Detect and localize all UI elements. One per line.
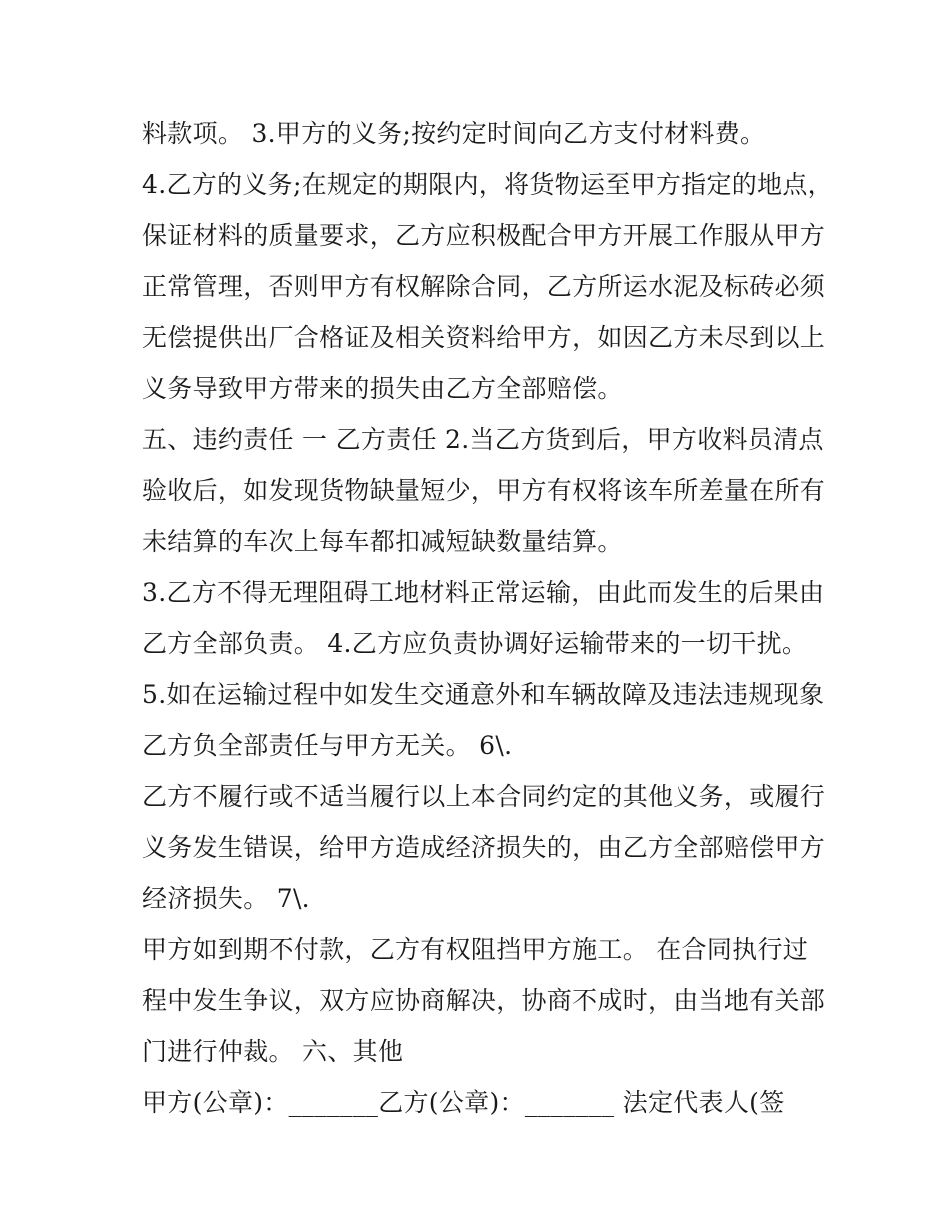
text-line: 程中发生争议，双方应协商解决，协商不成时，由当地有关部 [142, 986, 826, 1015]
text-line: 甲方如到期不付款，乙方有权阻挡甲方施工。 在合同执行过 [142, 935, 809, 964]
text-line: 4.乙方的义务;在规定的期限内，将货物运至甲方指定的地点， [142, 170, 833, 199]
text-line: 五、违约责任 一 乙方责任 2.当乙方货到后，甲方收料员清点 [142, 425, 824, 454]
text-line: 料款项。 3.甲方的义务;按约定时间向乙方支付材料费。 [142, 119, 766, 148]
text-line: 义务发生错误，给甲方造成经济损失的，由乙方全部赔偿甲方 [142, 833, 826, 862]
text-line: 5.如在运输过程中如发生交通意外和车辆故障及违法违规现象 [142, 680, 825, 709]
text-line: 义务导致甲方带来的损失由乙方全部赔偿。 [142, 374, 623, 403]
text-line: 保证材料的质量要求，乙方应积极配合甲方开展工作服从甲方 [142, 221, 826, 250]
text-line: 未结算的车次上每车都扣减短缺数量结算。 [142, 527, 623, 556]
text-line: 验收后，如发现货物缺量短少，甲方有权将该车所差量在所有 [142, 476, 826, 505]
text-line: 3.乙方不得无理阻碍工地材料正常运输，由此而发生的后果由 [142, 578, 825, 607]
text-line: 门进行仲裁。 六、其他 [142, 1037, 404, 1066]
text-line: 乙方负全部责任与甲方无关。 6\. [142, 731, 513, 760]
text-line: 乙方不履行或不适当履行以上本合同约定的其他义务，或履行 [142, 782, 826, 811]
contract-text [142, 108, 832, 1128]
signature-line: 甲方(公章)：_______乙方(公章)：_______ 法定代表人(签 [142, 1088, 785, 1117]
text-line: 无偿提供出厂合格证及相关资料给甲方，如因乙方未尽到以上 [142, 323, 826, 352]
text-line: 正常管理，否则甲方有权解除合同，乙方所运水泥及标砖必须 [142, 272, 826, 301]
text-line: 经济损失。 7\. [142, 884, 310, 913]
text-line: 乙方全部负责。 4.乙方应负责协调好运输带来的一切干扰。 [142, 629, 808, 658]
